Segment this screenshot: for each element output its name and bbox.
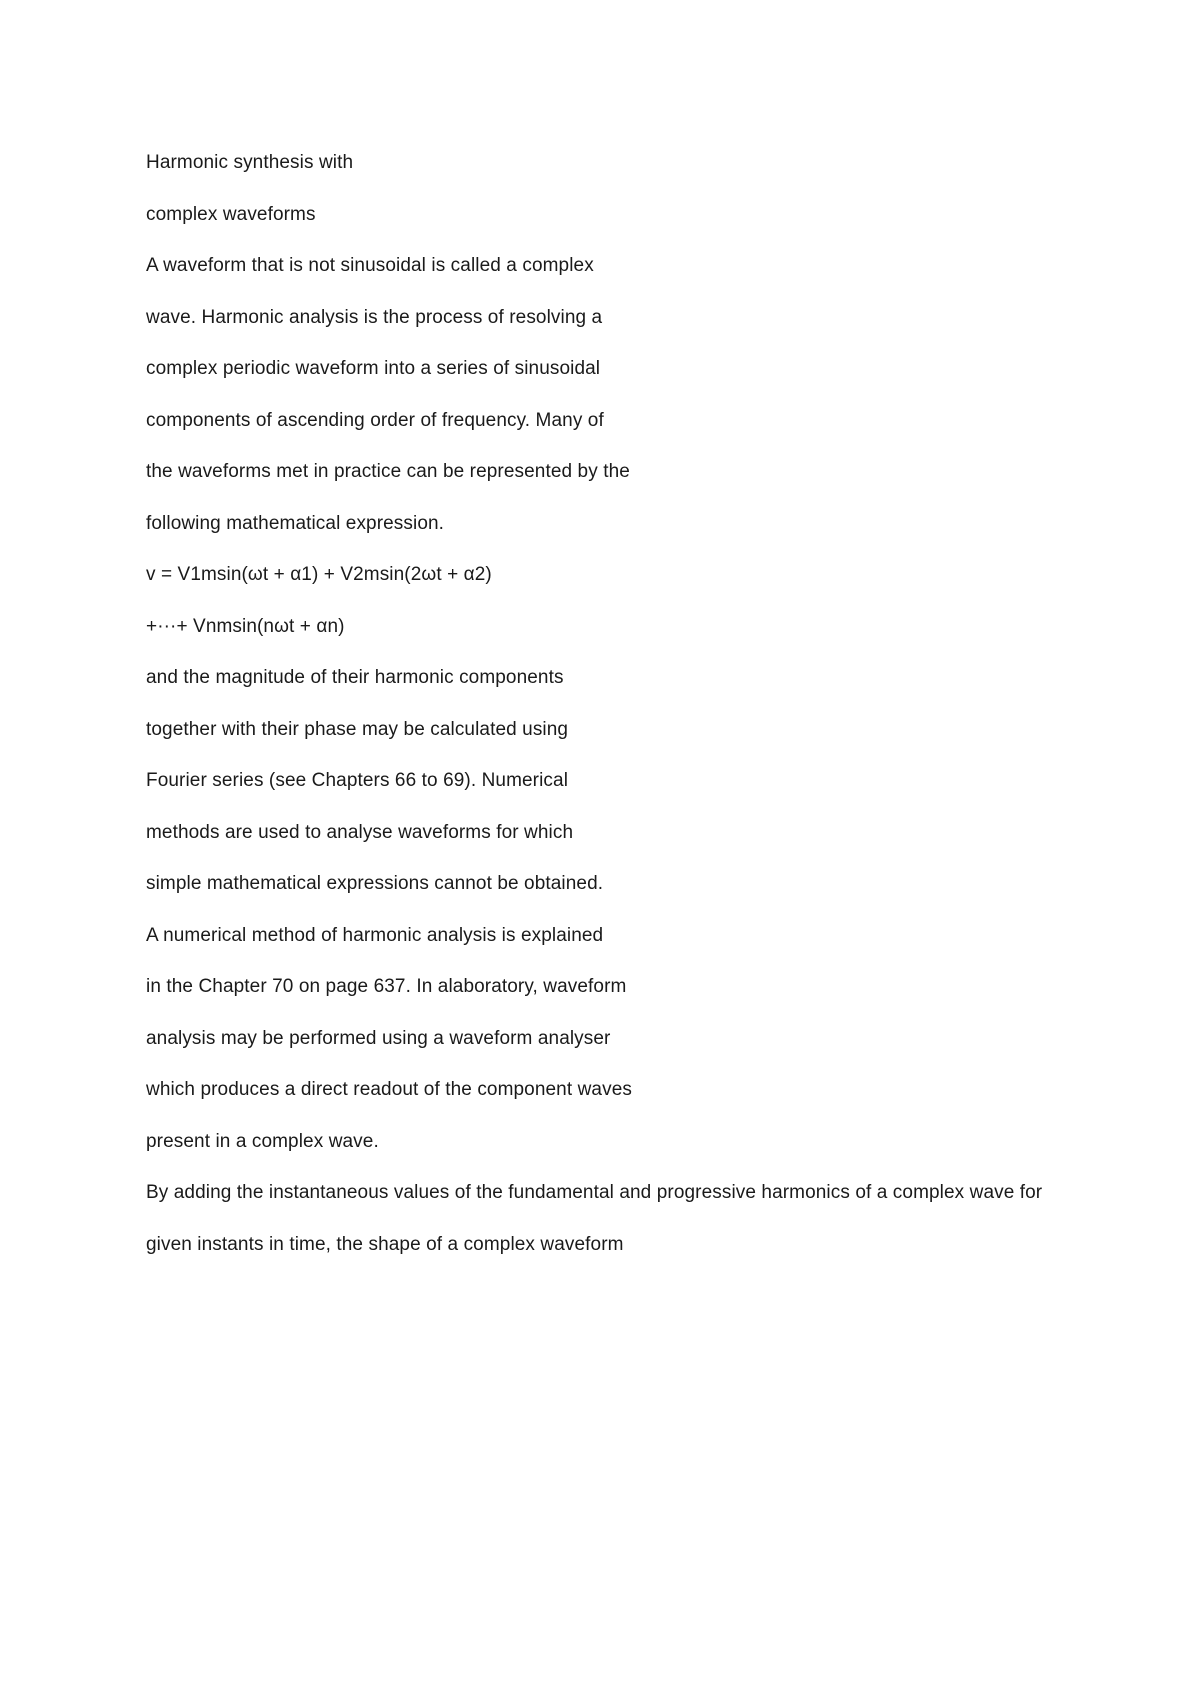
heading-line-1: Harmonic synthesis with: [146, 152, 354, 173]
paragraph-line: given instants in time, the shape of a complex waveform: [146, 1233, 624, 1255]
paragraph-line: which produces a direct readout of the component waves: [146, 1079, 632, 1100]
paragraph-line: Fourier series (see Chapters 66 to 69). Numerical: [146, 770, 569, 791]
paragraph-line: the waveforms met in practice can be represented by the: [146, 461, 630, 482]
document-body: [146, 147, 1046, 1280]
equation-line-1: v = V1msin(ωt + α1) + V2msin(2ωt + α2): [146, 564, 492, 585]
heading-line-2: complex waveforms: [146, 203, 316, 225]
paragraph-line: complex periodic waveform into a series of sinusoidal: [146, 358, 601, 379]
paragraph-line: following mathematical expression.: [146, 512, 445, 534]
paragraph-line: simple mathematical expressions cannot be obtained.: [146, 873, 604, 894]
paragraph-line-wrapped: By adding the instantaneous values of the fundamental and progressive harmonics of a complex wave for: [146, 1182, 1043, 1203]
paragraph-line: analysis may be performed using a waveform analyser: [146, 1027, 611, 1049]
paragraph-line: methods are used to analyse waveforms for which: [146, 821, 574, 843]
paragraph-line: wave. Harmonic analysis is the process of resolving a: [146, 306, 603, 328]
equation-line-2: +···+ Vnmsin(nωt + αn): [146, 615, 345, 637]
paragraph-line: and the magnitude of their harmonic components: [146, 667, 564, 688]
paragraph-line: present in a complex wave.: [146, 1130, 379, 1152]
paragraph-line: A waveform that is not sinusoidal is called a complex: [146, 255, 594, 276]
paragraph-line: together with their phase may be calculated using: [146, 718, 569, 740]
paragraph-line: components of ascending order of frequency. Many of: [146, 409, 604, 431]
paragraph-line: A numerical method of harmonic analysis is explained: [146, 924, 604, 946]
paragraph-line: in the Chapter 70 on page 637. In alaboratory, waveform: [146, 976, 627, 997]
